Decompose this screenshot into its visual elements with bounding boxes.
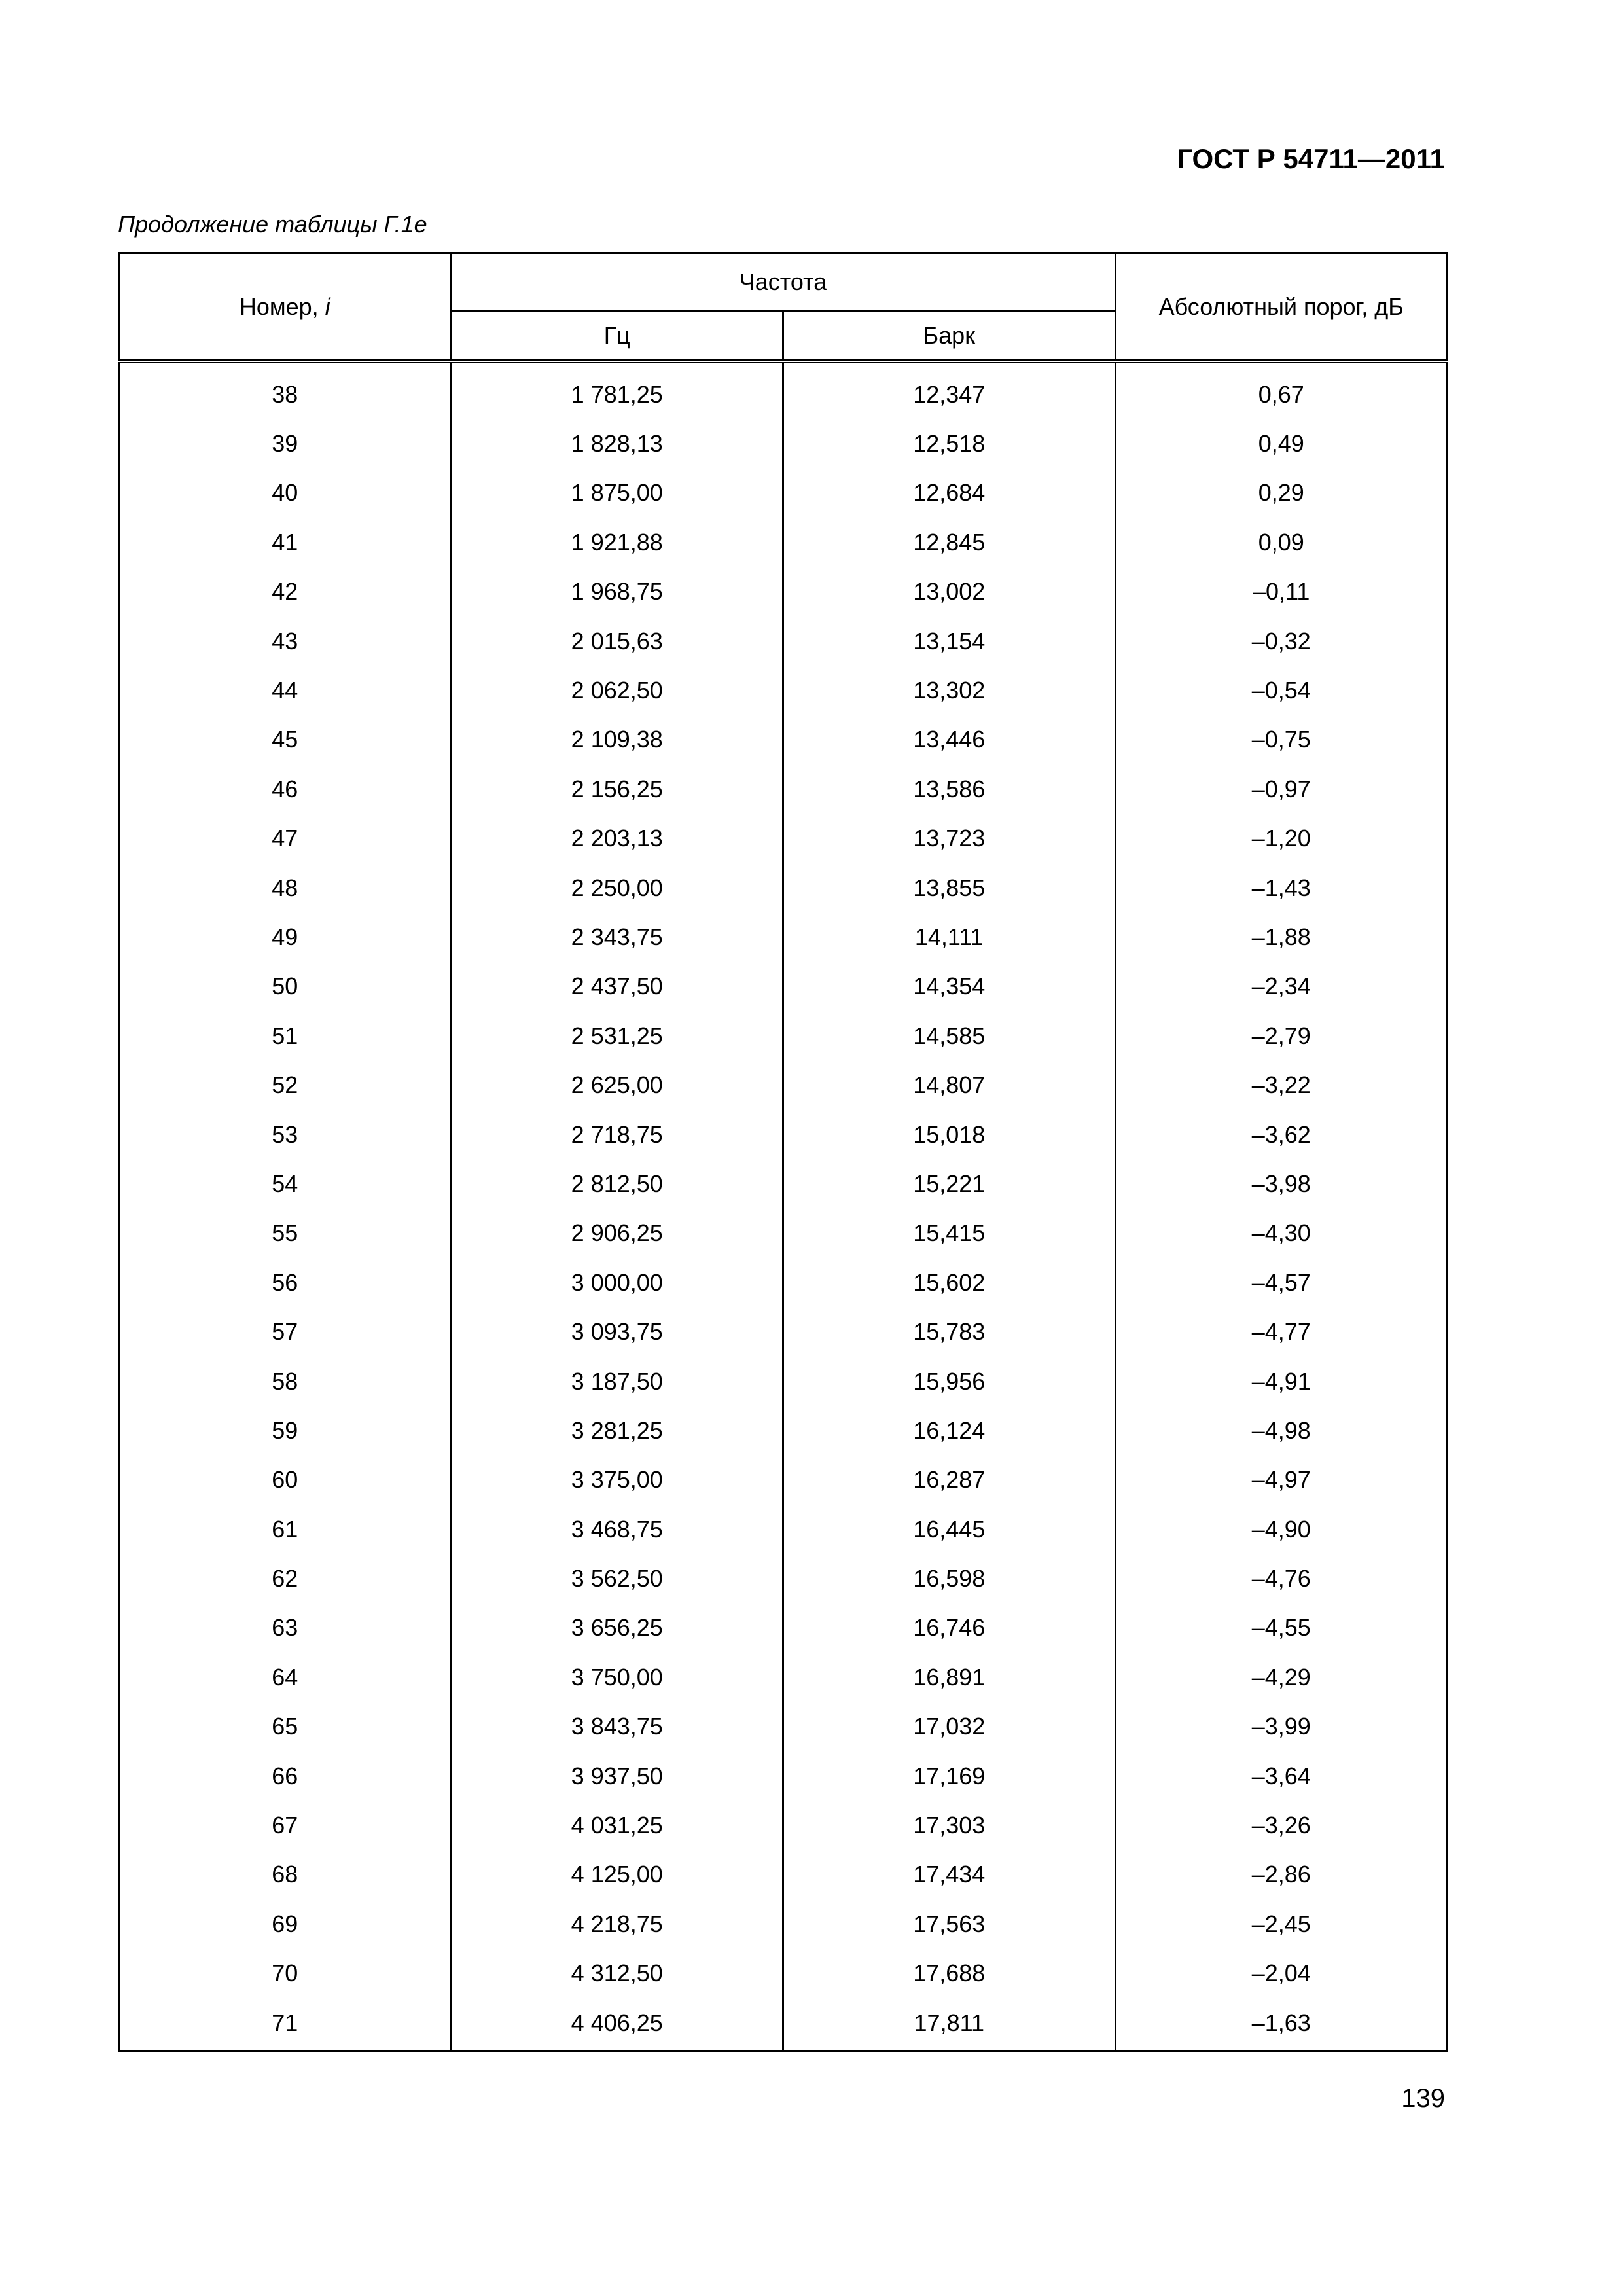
table-row	[119, 1307, 1448, 1356]
header-frequency: Частота	[451, 253, 1115, 312]
table-row	[119, 1801, 1448, 1850]
cell-threshold: –1,63	[1115, 1998, 1448, 2051]
cell-number: 64	[119, 1653, 452, 1702]
cell-threshold: –1,88	[1115, 912, 1448, 961]
cell-bark: 12,518	[783, 419, 1116, 468]
table-row	[119, 912, 1448, 961]
cell-hz: 2 015,63	[451, 617, 783, 666]
cell-number: 68	[119, 1850, 452, 1899]
cell-bark: 14,354	[783, 962, 1116, 1011]
cell-bark: 17,169	[783, 1751, 1116, 1801]
table-row	[119, 469, 1448, 518]
cell-hz: 1 875,00	[451, 469, 783, 518]
cell-threshold: –4,30	[1115, 1209, 1448, 1258]
cell-hz: 1 828,13	[451, 419, 783, 468]
cell-hz: 3 843,75	[451, 1702, 783, 1751]
cell-bark: 16,746	[783, 1604, 1116, 1653]
cell-threshold: –0,54	[1115, 666, 1448, 715]
cell-number: 52	[119, 1060, 452, 1109]
cell-bark: 12,684	[783, 469, 1116, 518]
cell-hz: 2 109,38	[451, 715, 783, 764]
table-row	[119, 962, 1448, 1011]
table-caption: Продолжение таблицы Г.1е	[118, 211, 427, 238]
cell-number: 59	[119, 1406, 452, 1455]
cell-threshold: –1,20	[1115, 814, 1448, 863]
cell-number: 57	[119, 1307, 452, 1356]
cell-bark: 15,956	[783, 1357, 1116, 1406]
header-threshold: Абсолютный порог, дБ	[1115, 253, 1448, 362]
cell-bark: 16,445	[783, 1505, 1116, 1554]
cell-bark: 15,783	[783, 1307, 1116, 1356]
header-number-variable: i	[325, 293, 330, 320]
cell-hz: 3 375,00	[451, 1456, 783, 1505]
cell-number: 61	[119, 1505, 452, 1554]
cell-threshold: 0,09	[1115, 518, 1448, 567]
cell-threshold: –4,98	[1115, 1406, 1448, 1455]
cell-threshold: –2,04	[1115, 1949, 1448, 1998]
header-hz: Гц	[451, 311, 783, 361]
cell-hz: 1 921,88	[451, 518, 783, 567]
cell-bark: 13,723	[783, 814, 1116, 863]
cell-number: 50	[119, 962, 452, 1011]
cell-hz: 2 156,25	[451, 764, 783, 814]
cell-bark: 13,002	[783, 567, 1116, 617]
cell-number: 63	[119, 1604, 452, 1653]
cell-threshold: –4,57	[1115, 1258, 1448, 1307]
table-row	[119, 1011, 1448, 1060]
table-row	[119, 1653, 1448, 1702]
cell-hz: 2 812,50	[451, 1159, 783, 1208]
cell-threshold: –1,43	[1115, 863, 1448, 912]
cell-bark: 13,446	[783, 715, 1116, 764]
cell-number: 42	[119, 567, 452, 617]
cell-number: 45	[119, 715, 452, 764]
table-row	[119, 1406, 1448, 1455]
cell-number: 60	[119, 1456, 452, 1505]
cell-threshold: –0,11	[1115, 567, 1448, 617]
cell-number: 46	[119, 764, 452, 814]
cell-hz: 3 468,75	[451, 1505, 783, 1554]
cell-number: 49	[119, 912, 452, 961]
cell-bark: 12,845	[783, 518, 1116, 567]
cell-bark: 14,807	[783, 1060, 1116, 1109]
cell-hz: 4 218,75	[451, 1899, 783, 1948]
cell-hz: 2 437,50	[451, 962, 783, 1011]
cell-number: 62	[119, 1554, 452, 1603]
cell-number: 69	[119, 1899, 452, 1948]
table-row	[119, 715, 1448, 764]
table-row	[119, 1505, 1448, 1554]
cell-number: 44	[119, 666, 452, 715]
table-row	[119, 1899, 1448, 1948]
header-number	[119, 253, 452, 362]
cell-threshold: –4,76	[1115, 1554, 1448, 1603]
cell-hz: 2 343,75	[451, 912, 783, 961]
cell-threshold: –4,55	[1115, 1604, 1448, 1653]
cell-hz: 4 031,25	[451, 1801, 783, 1850]
cell-threshold: –0,32	[1115, 617, 1448, 666]
table-row	[119, 1456, 1448, 1505]
cell-bark: 13,855	[783, 863, 1116, 912]
cell-threshold: –3,22	[1115, 1060, 1448, 1109]
cell-threshold: –3,64	[1115, 1751, 1448, 1801]
cell-bark: 16,124	[783, 1406, 1116, 1455]
cell-number: 48	[119, 863, 452, 912]
cell-number: 39	[119, 419, 452, 468]
cell-hz: 2 203,13	[451, 814, 783, 863]
table-row	[119, 361, 1448, 419]
table-row	[119, 1159, 1448, 1208]
cell-threshold: –3,62	[1115, 1110, 1448, 1159]
cell-bark: 12,347	[783, 361, 1116, 419]
cell-number: 41	[119, 518, 452, 567]
cell-hz: 2 062,50	[451, 666, 783, 715]
cell-bark: 17,688	[783, 1949, 1116, 1998]
cell-hz: 2 718,75	[451, 1110, 783, 1159]
cell-bark: 17,032	[783, 1702, 1116, 1751]
table-row	[119, 1702, 1448, 1751]
cell-hz: 3 281,25	[451, 1406, 783, 1455]
table-row	[119, 1604, 1448, 1653]
cell-number: 40	[119, 469, 452, 518]
cell-hz: 4 125,00	[451, 1850, 783, 1899]
cell-hz: 2 531,25	[451, 1011, 783, 1060]
page-number: 139	[1401, 2084, 1445, 2113]
cell-hz: 2 250,00	[451, 863, 783, 912]
cell-threshold: –2,34	[1115, 962, 1448, 1011]
cell-threshold: –0,97	[1115, 764, 1448, 814]
cell-threshold: 0,67	[1115, 361, 1448, 419]
cell-number: 54	[119, 1159, 452, 1208]
cell-hz: 3 187,50	[451, 1357, 783, 1406]
cell-threshold: –3,98	[1115, 1159, 1448, 1208]
cell-threshold: –3,26	[1115, 1801, 1448, 1850]
cell-hz: 4 312,50	[451, 1949, 783, 1998]
table-row	[119, 1357, 1448, 1406]
cell-bark: 17,303	[783, 1801, 1116, 1850]
table-row	[119, 666, 1448, 715]
table-row	[119, 863, 1448, 912]
cell-hz: 2 906,25	[451, 1209, 783, 1258]
cell-bark: 15,602	[783, 1258, 1116, 1307]
cell-bark: 16,891	[783, 1653, 1116, 1702]
cell-threshold: –3,99	[1115, 1702, 1448, 1751]
cell-bark: 13,154	[783, 617, 1116, 666]
cell-threshold: –4,97	[1115, 1456, 1448, 1505]
table-row	[119, 1949, 1448, 1998]
cell-hz: 2 625,00	[451, 1060, 783, 1109]
table-row	[119, 518, 1448, 567]
cell-hz: 3 937,50	[451, 1751, 783, 1801]
cell-number: 71	[119, 1998, 452, 2051]
cell-threshold: –2,45	[1115, 1899, 1448, 1948]
table-row	[119, 1850, 1448, 1899]
header-number-label: Номер,	[239, 293, 325, 320]
table-row	[119, 419, 1448, 468]
cell-number: 58	[119, 1357, 452, 1406]
cell-number: 38	[119, 361, 452, 419]
cell-threshold: 0,29	[1115, 469, 1448, 518]
table-row	[119, 1060, 1448, 1109]
cell-number: 55	[119, 1209, 452, 1258]
table-body	[119, 361, 1448, 2051]
table-row	[119, 1258, 1448, 1307]
cell-bark: 13,586	[783, 764, 1116, 814]
cell-bark: 16,287	[783, 1456, 1116, 1505]
cell-threshold: –2,86	[1115, 1850, 1448, 1899]
cell-bark: 13,302	[783, 666, 1116, 715]
cell-threshold: –2,79	[1115, 1011, 1448, 1060]
cell-bark: 14,111	[783, 912, 1116, 961]
cell-number: 66	[119, 1751, 452, 1801]
header-bark: Барк	[783, 311, 1116, 361]
cell-number: 43	[119, 617, 452, 666]
cell-threshold: –0,75	[1115, 715, 1448, 764]
table-row	[119, 1110, 1448, 1159]
cell-threshold: –4,77	[1115, 1307, 1448, 1356]
table-row	[119, 1554, 1448, 1603]
table-header	[119, 253, 1448, 362]
table-row	[119, 567, 1448, 617]
cell-bark: 15,221	[783, 1159, 1116, 1208]
document-standard-header: ГОСТ Р 54711—2011	[1177, 143, 1445, 174]
cell-threshold: –4,91	[1115, 1357, 1448, 1406]
cell-number: 56	[119, 1258, 452, 1307]
cell-bark: 16,598	[783, 1554, 1116, 1603]
cell-number: 67	[119, 1801, 452, 1850]
cell-bark: 17,563	[783, 1899, 1116, 1948]
cell-number: 53	[119, 1110, 452, 1159]
cell-hz: 3 750,00	[451, 1653, 783, 1702]
cell-bark: 17,434	[783, 1850, 1116, 1899]
cell-hz: 1 968,75	[451, 567, 783, 617]
cell-threshold: 0,49	[1115, 419, 1448, 468]
cell-bark: 17,811	[783, 1998, 1116, 2051]
table-row	[119, 1751, 1448, 1801]
cell-number: 70	[119, 1949, 452, 1998]
cell-hz: 1 781,25	[451, 361, 783, 419]
cell-hz: 3 000,00	[451, 1258, 783, 1307]
threshold-table	[118, 252, 1448, 2052]
table-row	[119, 814, 1448, 863]
cell-hz: 3 093,75	[451, 1307, 783, 1356]
table-row	[119, 617, 1448, 666]
cell-bark: 14,585	[783, 1011, 1116, 1060]
cell-bark: 15,018	[783, 1110, 1116, 1159]
cell-threshold: –4,90	[1115, 1505, 1448, 1554]
cell-bark: 15,415	[783, 1209, 1116, 1258]
table-row	[119, 764, 1448, 814]
table-row	[119, 1209, 1448, 1258]
table-row	[119, 1998, 1448, 2051]
cell-number: 65	[119, 1702, 452, 1751]
cell-threshold: –4,29	[1115, 1653, 1448, 1702]
cell-hz: 3 562,50	[451, 1554, 783, 1603]
cell-number: 47	[119, 814, 452, 863]
cell-hz: 4 406,25	[451, 1998, 783, 2051]
cell-number: 51	[119, 1011, 452, 1060]
cell-hz: 3 656,25	[451, 1604, 783, 1653]
